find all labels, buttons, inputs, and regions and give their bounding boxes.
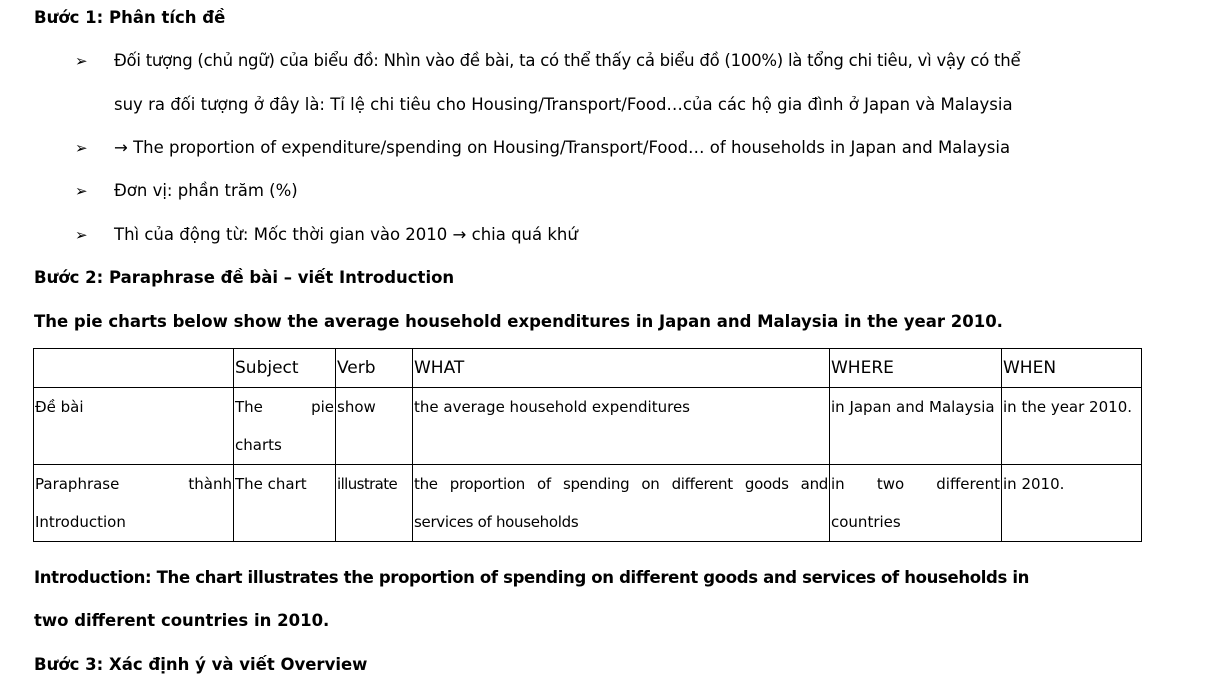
paraphrase-table: [33, 348, 1142, 542]
table-cell: in Japan and Malaysia: [830, 388, 1002, 465]
table-cell: The chart: [234, 465, 336, 542]
step2-prompt: The pie charts below show the average household expenditures in Japan and Malaysia in the year 2010.: [34, 312, 1003, 331]
bullet-item-subject-continuation: suy ra đối tượng ở đây là: Tỉ lệ chi tiêu cho Housing/Transport/Food…của các hộ gia đình ở Japan và Malaysia: [114, 95, 1013, 114]
table-header-cell: [34, 349, 234, 388]
bullet-item-unit: Đơn vị: phần trăm (%): [114, 181, 298, 200]
table-row: [34, 465, 1142, 542]
bullet-arrow-icon: ➢: [75, 226, 88, 244]
table-cell: Đề bài: [34, 388, 234, 465]
table-header-cell: WHEN: [1002, 349, 1142, 388]
table-cell: show: [336, 388, 413, 465]
step2-heading: Bước 2: Paraphrase đề bài – viết Introduction: [34, 268, 455, 287]
bullet-arrow-icon: ➢: [75, 182, 88, 200]
table-cell: illustrate: [336, 465, 413, 542]
introduction-line1: Introduction: The chart illustrates the proportion of spending on different goods and services of households in: [34, 568, 1030, 587]
bullet-arrow-icon: ➢: [75, 139, 88, 157]
table-header-cell: WHERE: [830, 349, 1002, 388]
table-cell: Paraphrase thành Introduction: [34, 465, 234, 542]
table-header-row: [34, 349, 1142, 388]
table-header-cell: Verb: [336, 349, 413, 388]
bullet-item-english-subject: → The proportion of expenditure/spending on Housing/Transport/Food… of households in Japan and Malaysia: [114, 138, 1011, 157]
table-cell: in two different countries: [830, 465, 1002, 542]
bullet-arrow-icon: ➢: [75, 52, 88, 70]
table-cell: the proportion of spending on different goods and services of households: [413, 465, 830, 542]
table-cell: The pie charts: [234, 388, 336, 465]
step3-heading: Bước 3: Xác định ý và viết Overview: [34, 655, 368, 674]
step1-heading: Bước 1: Phân tích đề: [34, 8, 226, 27]
table-header-cell: WHAT: [413, 349, 830, 388]
introduction-line2: two different countries in 2010.: [34, 611, 330, 630]
bullet-item-subject: Đối tượng (chủ ngữ) của biểu đồ: Nhìn vào đề bài, ta có thể thấy cả biểu đồ (100%) là tổng chi tiêu, vì vậy có thể: [114, 51, 1021, 70]
bullet-item-tense: Thì của động từ: Mốc thời gian vào 2010 → chia quá khứ: [114, 225, 578, 244]
table-row: [34, 388, 1142, 465]
table-cell: in the year 2010.: [1002, 388, 1142, 465]
table-header-cell: Subject: [234, 349, 336, 388]
table-cell: the average household expenditures: [413, 388, 830, 465]
table-cell: in 2010.: [1002, 465, 1142, 542]
